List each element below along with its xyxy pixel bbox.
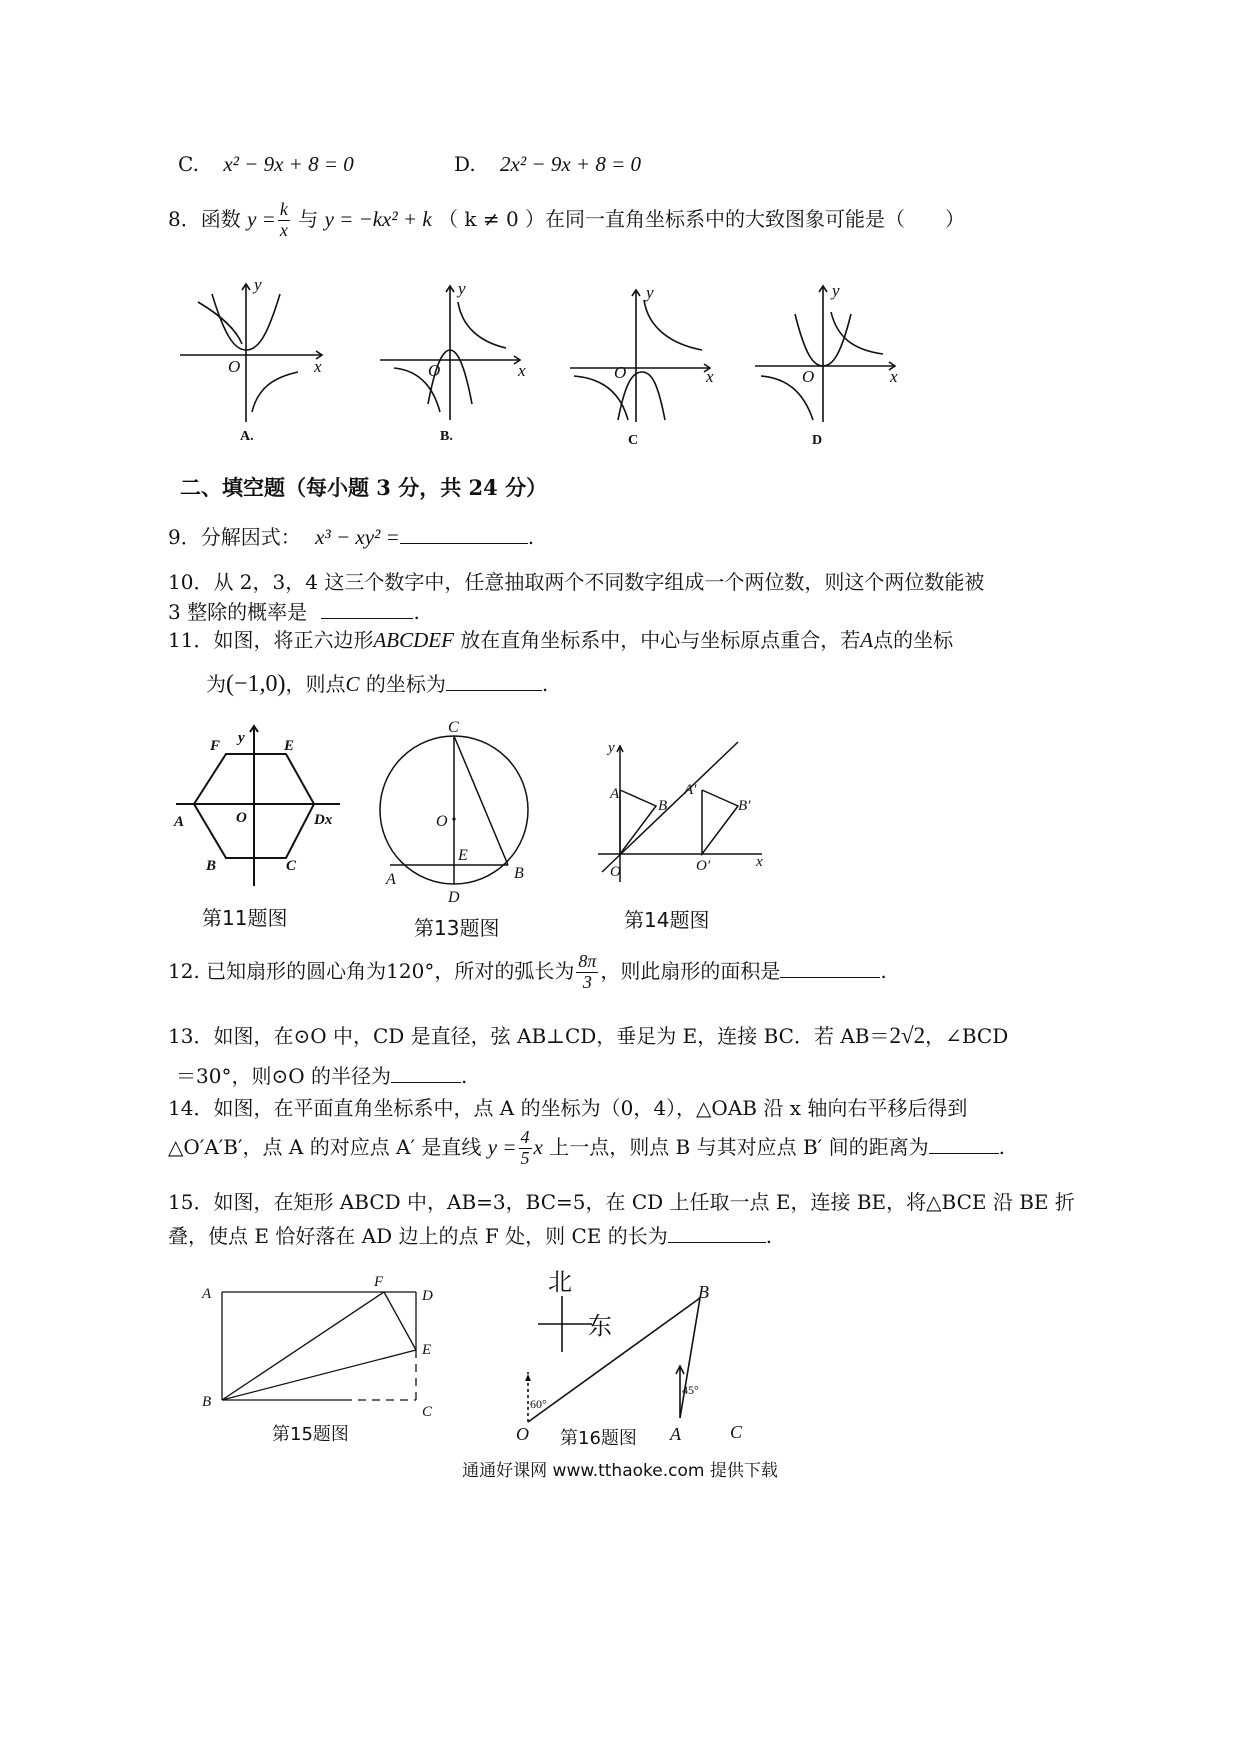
fig11-caption: 第11题图 <box>202 906 288 930</box>
q15-end: . <box>765 1224 773 1248</box>
q8-label-d: D <box>812 433 823 448</box>
q8-d-y-label: y <box>832 281 840 300</box>
q9-expression: x³ − xy² = <box>315 525 400 549</box>
q11-text-a: 11．如图，将正六边形 <box>168 628 374 652</box>
fig15-label-f: F <box>374 1274 384 1290</box>
q12-question <box>168 952 887 993</box>
q8-label-c: C <box>628 433 639 448</box>
q8-c-x-label: x <box>706 367 714 386</box>
q14-slope-den: 5 <box>520 1147 530 1168</box>
fig15-caption: 第15题图 <box>272 1424 349 1445</box>
q8-a-y-label: y <box>254 275 262 294</box>
q8-question <box>168 200 965 241</box>
fig16-north-label: 北 <box>548 1270 572 1296</box>
q8-graph-d <box>755 286 895 422</box>
q9-question <box>168 525 534 550</box>
q12-text-a: 12. 已知扇形的圆心角为120°，所对的弧长为 <box>168 958 575 983</box>
q7-c-equation: x² − 9x + 8 = 0 <box>223 152 354 176</box>
q13-line2 <box>176 1064 467 1088</box>
fig14-label-o: O <box>610 864 621 880</box>
q15-line1: 15．如图，在矩形 ABCD 中，AB=3，BC=5，在 CD 上任取一点 E，连接 BE，将△BCE 沿 BE 折 <box>168 1190 1075 1214</box>
q11-text-c: 放在直角坐标系中，中心与坐标原点重合，若 <box>460 628 861 652</box>
q13-text-1: 13．如图，在⊙O 中，CD 是直径，弦 AB⊥CD，垂足为 E，连接 BC．若 AB＝ <box>168 1024 890 1048</box>
q14-slope-fraction <box>519 1128 532 1169</box>
q11-text-2c: ，则点 <box>285 672 346 696</box>
q7-option-d <box>454 152 641 177</box>
q9-text: 9．分解因式： <box>168 525 301 549</box>
fig11-label-c: C <box>286 858 297 874</box>
fig15-label-c: C <box>422 1404 433 1420</box>
q10-line2-text: 3 整除的概率是 <box>168 600 308 624</box>
q12-arc-num: 8π <box>578 951 597 971</box>
q8-func1-lhs: y = <box>247 206 276 231</box>
fig11-label-dx: Dx <box>314 812 333 828</box>
fig11-label-e: E <box>284 738 295 754</box>
q8-d-x-label: x <box>890 367 898 386</box>
q9-end: . <box>527 525 535 549</box>
fig14-label-y: y <box>608 740 615 756</box>
q7-d-equation: 2x² − 9x + 8 = 0 <box>500 152 641 176</box>
fig13-label-a: A <box>386 871 396 888</box>
fig16-east-label: 东 <box>588 1314 612 1340</box>
q8-func2: y = −kx² + k <box>324 206 432 231</box>
fig14-label-x: x <box>756 854 763 870</box>
fig16-label-b: B <box>698 1282 709 1302</box>
fig14-label-o-prime: O′ <box>696 858 711 874</box>
q12-answer-blank[interactable] <box>780 959 880 978</box>
q12-text-b: ，则此扇形的面积是 <box>600 958 781 983</box>
q12-end: . <box>880 958 887 983</box>
fig14-translation-figure <box>590 738 770 888</box>
q14-text-a: △O′A′B′，点 A 的对应点 A′ 是直线 <box>168 1134 482 1159</box>
fig13-label-d: D <box>448 889 460 906</box>
fig13-label-b: B <box>514 865 524 882</box>
q10-line2 <box>168 600 420 624</box>
q10-line1: 10．从 2，3，4 这三个数字中，任意抽取两个不同数字组成一个两位数，则这个两位数能被 <box>168 570 985 594</box>
q13-line1 <box>168 1022 1008 1050</box>
q14-line2 <box>168 1128 1005 1169</box>
fig15-label-e: E <box>422 1342 432 1358</box>
fig14-label-a: A <box>610 786 620 802</box>
q7-d-label: D. <box>454 152 476 176</box>
q8-condition: （ k ≠ 0 ） <box>438 206 546 231</box>
fig16-angle-60: 60° <box>530 1397 547 1411</box>
q8-a-origin: O <box>228 357 241 376</box>
fig16-caption: 第16题图 <box>560 1428 637 1449</box>
fig13-circle-figure <box>378 718 548 906</box>
q14-text-b: 上一点，则点 B 与其对应点 B′ 间的距离为 <box>549 1134 929 1159</box>
q14-slope-num: 4 <box>520 1127 530 1147</box>
q8-a-x-label: x <box>314 357 322 376</box>
q8-graphs <box>170 272 930 452</box>
q7-c-label: C. <box>178 152 199 176</box>
q8-graph-a <box>180 284 322 422</box>
q15-answer-blank[interactable] <box>668 1224 766 1243</box>
q14-line-eq: y = <box>487 1134 517 1159</box>
q10-end: . <box>413 600 420 624</box>
q8-b-origin: O <box>428 361 441 380</box>
q15-line2 <box>168 1224 772 1248</box>
q8-mid: 与 <box>298 206 319 231</box>
q12-arc-fraction <box>576 952 598 993</box>
fig13-label-c: C <box>448 719 459 736</box>
q8-label-a: A. <box>240 429 254 444</box>
q10-answer-blank[interactable] <box>321 600 413 619</box>
q8-graph-b <box>380 286 520 420</box>
q8-tail: 在同一直角坐标系中的大致图象可能是（ ） <box>545 206 966 231</box>
q9-answer-blank[interactable] <box>400 525 528 544</box>
fig11-label-f: F <box>210 738 221 754</box>
q15-text-2: 叠，使点 E 恰好落在 AD 边上的点 F 处，则 CE 的长为 <box>168 1224 668 1248</box>
q11-text-e: 点的坐标 <box>873 628 954 652</box>
fig13-caption: 第13题图 <box>414 916 500 940</box>
q11-answer-blank[interactable] <box>446 672 542 691</box>
fig16-angle-45: 45° <box>682 1383 699 1397</box>
q11-line2 <box>206 670 548 699</box>
q14-end: . <box>998 1134 1005 1159</box>
fig13-label-o: O <box>436 813 448 830</box>
q8-c-y-label: y <box>646 283 654 302</box>
q11-point-a: A <box>860 628 874 652</box>
q13-ab-value: 2√2 <box>889 1023 926 1048</box>
q11-coordinate: (−1,0) <box>226 671 286 697</box>
fig15-label-d: D <box>422 1288 433 1304</box>
q13-text-1-end: ，∠BCD <box>925 1024 1009 1048</box>
q8-number: 8．函数 <box>168 206 241 231</box>
fig14-label-a-prime: A′ <box>684 782 697 798</box>
fig15-rectangle-figure <box>196 1272 446 1422</box>
section-2-heading: 二、填空题（每小题 3 分，共 24 分） <box>180 475 548 500</box>
fig14-caption: 第14题图 <box>624 908 710 932</box>
q14-line1: 14．如图，在平面直角坐标系中，点 A 的坐标为（0，4），△OAB 沿 x 轴向右平移后得到 <box>168 1096 968 1120</box>
q14-answer-blank[interactable] <box>929 1135 999 1154</box>
q8-d-origin: O <box>802 367 815 386</box>
fig13-label-e: E <box>458 847 468 864</box>
fig15-label-a: A <box>202 1286 212 1302</box>
fig11-label-o: O <box>236 810 247 826</box>
fig11-hexagon-figure <box>168 718 358 893</box>
q7-option-c <box>178 152 354 177</box>
fig11-label-a: A <box>174 814 185 830</box>
q14-line-x: x <box>533 1134 543 1159</box>
q8-b-y-label: y <box>458 279 466 298</box>
q8-func1-den: x <box>279 219 288 240</box>
page-footer: 通通好课网 www.tthaoke.com 提供下载 <box>462 1461 778 1481</box>
fig14-label-b-prime: B′ <box>738 798 751 814</box>
q11-end: . <box>541 672 549 696</box>
fig16-label-c: C <box>730 1422 743 1442</box>
q8-func1-num: k <box>279 199 288 219</box>
fig16-bearing-figure <box>514 1262 774 1452</box>
q11-point-c: C <box>345 672 360 696</box>
fig11-label-y: y <box>238 730 245 746</box>
fig15-label-b: B <box>202 1394 212 1410</box>
fig16-label-o: O <box>516 1424 529 1444</box>
fig16-label-a: A <box>670 1424 681 1444</box>
q8-label-b: B. <box>440 429 453 444</box>
q8-graph-c <box>570 290 710 422</box>
q13-text-2: ＝30°，则⊙O 的半径为 <box>176 1064 391 1088</box>
q11-hexagon-name: ABCDEF <box>373 628 454 652</box>
fig11-label-b: B <box>206 858 217 874</box>
q8-c-origin: O <box>614 363 627 382</box>
q11-text-2e: 的坐标为 <box>365 672 446 696</box>
q13-end: . <box>460 1064 468 1088</box>
q8-func1-frac <box>278 200 290 241</box>
q8-b-x-label: x <box>518 361 526 380</box>
q11-line1 <box>168 628 953 653</box>
q13-answer-blank[interactable] <box>391 1064 461 1083</box>
q11-text-2a: 为 <box>206 672 226 696</box>
fig16-north-arrow-icon <box>525 1374 531 1381</box>
q12-arc-den: 3 <box>582 971 592 992</box>
fig14-label-b: B <box>658 798 668 814</box>
